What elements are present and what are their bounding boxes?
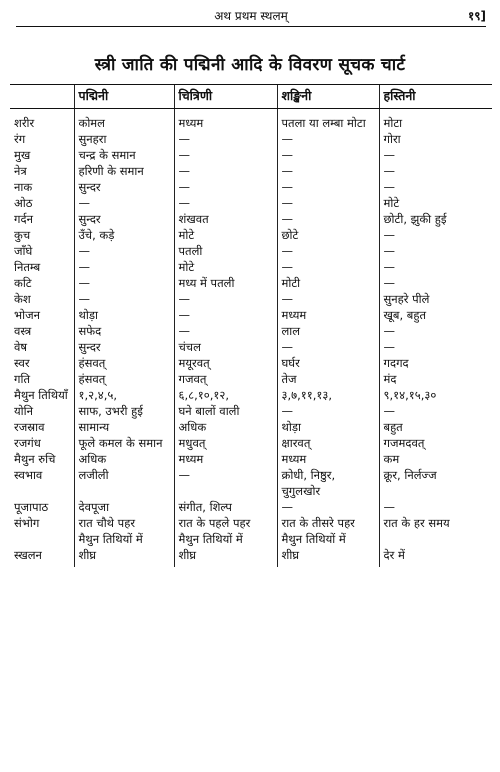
cell-shankhini: मध्यम (277, 451, 379, 467)
cell-shankhini: घर्घर (277, 355, 379, 371)
cell-padmini: सफेद (74, 323, 174, 339)
cell-padmini: हंसवत् (74, 371, 174, 387)
cell-chitrini: — (174, 195, 277, 211)
cell-padmini: सुन्दर (74, 179, 174, 195)
cell-hastini: — (379, 227, 492, 243)
cell-shankhini: — (277, 499, 379, 515)
table-row (10, 259, 492, 275)
cell-shankhini: क्षारवत् (277, 435, 379, 451)
cell-shankhini: तेज (277, 371, 379, 387)
table-row (10, 195, 492, 211)
cell-padmini: फूले कमल के समान (74, 435, 174, 451)
cell-shankhini: लाल (277, 323, 379, 339)
cell-padmini: — (74, 275, 174, 291)
cell-chitrini: — (174, 291, 277, 307)
cell-chitrini: मध्यम (174, 109, 277, 132)
row-label: नितम्ब (14, 260, 41, 274)
cell-chitrini: — (174, 131, 277, 147)
row-label: रजस्राव (14, 420, 45, 434)
row-label: स्वभाव (14, 468, 43, 482)
table-row (10, 243, 492, 259)
table-header-row (10, 85, 492, 109)
table-row (10, 131, 492, 147)
cell-padmini: सुन्दर (74, 339, 174, 355)
row-label: वस्त्र (14, 324, 32, 338)
table-row (10, 291, 492, 307)
cell-hastini: छोटी, झुकी हुई (379, 211, 492, 227)
row-label: कटि (14, 276, 32, 290)
cell-hastini: देर में (379, 547, 492, 567)
cell-padmini: मैथुन तिथियों में (74, 531, 174, 547)
cell-chitrini: मध्यम (174, 451, 277, 467)
cell-shankhini: — (277, 339, 379, 355)
cell-hastini: खूब, बहुत (379, 307, 492, 323)
row-label: रंग (14, 132, 26, 146)
cell-padmini: चन्द्र के समान (74, 147, 174, 163)
cell-chitrini: — (174, 147, 277, 163)
cell-shankhini: — (277, 195, 379, 211)
cell-chitrini: शंखवत (174, 211, 277, 227)
row-label: मैथुन तिथियाँ (14, 388, 68, 402)
cell-hastini: गोरा (379, 131, 492, 147)
cell-shankhini: — (277, 131, 379, 147)
cell-hastini: — (379, 147, 492, 163)
cell-hastini: कम (379, 451, 492, 467)
page-number: १९] (468, 9, 486, 23)
table-row (10, 355, 492, 371)
table-row (10, 371, 492, 387)
row-label: मुख (14, 148, 31, 162)
cell-padmini: सुनहरा (74, 131, 174, 147)
row-label (10, 531, 74, 547)
cell-hastini: ९,१४,१५,३० (379, 387, 492, 403)
cell-shankhini: — (277, 163, 379, 179)
cell-chitrini: — (174, 179, 277, 195)
cell-hastini: — (379, 499, 492, 515)
cell-hastini: — (379, 259, 492, 275)
cell-padmini: सुन्दर (74, 211, 174, 227)
cell-padmini: शीघ्र (74, 547, 174, 567)
cell-padmini: — (74, 291, 174, 307)
row-label: गर्दन (14, 212, 33, 226)
row-label: भोजन (14, 308, 40, 322)
table-row (10, 211, 492, 227)
row-label: नाक (14, 180, 33, 194)
cell-chitrini: पतली (174, 243, 277, 259)
table-row (10, 451, 492, 467)
cell-shankhini: — (277, 403, 379, 419)
cell-shankhini: पतला या लम्बा मोटा (277, 109, 379, 132)
table-row (10, 547, 492, 567)
cell-padmini: अधिक (74, 451, 174, 467)
cell-shankhini: — (277, 147, 379, 163)
cell-hastini: मोटा (379, 109, 492, 132)
table-row (10, 179, 492, 195)
page-header (16, 6, 486, 27)
table-row (10, 147, 492, 163)
cell-hastini: — (379, 275, 492, 291)
cell-shankhini: — (277, 291, 379, 307)
row-label: गति (14, 372, 31, 386)
row-label: रजगंध (14, 436, 41, 450)
row-label: कुच (14, 228, 31, 242)
cell-chitrini: संगीत, शिल्प (174, 499, 277, 515)
cell-chitrini: गजवत् (174, 371, 277, 387)
cell-shankhini: — (277, 179, 379, 195)
cell-shankhini: ३,७,११,१३, (277, 387, 379, 403)
cell-shankhini: — (277, 259, 379, 275)
table-row (10, 339, 492, 355)
cell-chitrini: ६,८,१०,१२, (174, 387, 277, 403)
cell-shankhini: शीघ्र (277, 547, 379, 567)
cell-chitrini: — (174, 323, 277, 339)
cell-hastini: — (379, 163, 492, 179)
cell-padmini: रात चौथे पहर (74, 515, 174, 531)
row-label: नेत्र (14, 164, 27, 178)
cell-hastini: — (379, 323, 492, 339)
cell-padmini: १,२,४,५, (74, 387, 174, 403)
cell-chitrini: अधिक (174, 419, 277, 435)
row-label: संभोग (14, 516, 40, 530)
row-label: स्वर (14, 356, 30, 370)
row-label: मैथुन रुचि (14, 452, 56, 466)
cell-hastini: गजमदवत् (379, 435, 492, 451)
table-row (10, 275, 492, 291)
row-label: ओठ (14, 196, 33, 210)
cell-padmini: थोड़ा (74, 307, 174, 323)
header-cell-padmini: पद्मिनी (74, 85, 174, 109)
header-cell-chitrini: चित्रिणी (174, 85, 277, 109)
cell-padmini: हंसवत् (74, 355, 174, 371)
cell-shankhini: मध्यम (277, 307, 379, 323)
table-row (10, 499, 492, 515)
chart-title: स्त्री जाति की पद्मिनी आदि के विवरण सूचक चार्ट (94, 55, 406, 75)
header-cell-shankhini: शङ्खिनी (277, 85, 379, 109)
cell-chitrini: — (174, 307, 277, 323)
cell-chitrini: मधुवत् (174, 435, 277, 451)
cell-chitrini: घने बालों वाली (174, 403, 277, 419)
cell-chitrini: मयूरवत् (174, 355, 277, 371)
cell-padmini: — (74, 195, 174, 211)
row-label: पूजापाठ (14, 500, 49, 514)
cell-padmini: सामान्य (74, 419, 174, 435)
row-label: शरीर (14, 116, 35, 130)
cell-shankhini: मैथुन तिथियों में (277, 531, 379, 547)
cell-hastini (379, 531, 492, 547)
cell-chitrini: — (174, 163, 277, 179)
running-title: अथ प्रथम स्थलम् (214, 9, 288, 23)
table-row (10, 163, 492, 179)
cell-chitrini: शीघ्र (174, 547, 277, 567)
cell-hastini: — (379, 403, 492, 419)
cell-shankhini: थोड़ा (277, 419, 379, 435)
cell-chitrini: चंचल (174, 339, 277, 355)
classification-table (10, 84, 492, 567)
cell-hastini: सुनहरे पीले (379, 291, 492, 307)
row-label: वेष (14, 340, 28, 354)
cell-hastini: मंद (379, 371, 492, 387)
cell-shankhini: मोटी (277, 275, 379, 291)
cell-hastini: गदगद (379, 355, 492, 371)
table-row (10, 403, 492, 419)
cell-shankhini: — (277, 211, 379, 227)
table-row (10, 467, 492, 499)
table-row (10, 515, 492, 531)
cell-hastini: मोटे (379, 195, 492, 211)
cell-hastini: — (379, 179, 492, 195)
table-row (10, 435, 492, 451)
cell-chitrini: मोटे (174, 259, 277, 275)
table-row (10, 109, 492, 132)
cell-chitrini: मध्य में पतली (174, 275, 277, 291)
cell-shankhini: — (277, 243, 379, 259)
cell-padmini: उँचे, कड़े (74, 227, 174, 243)
cell-padmini: देवपूजा (74, 499, 174, 515)
cell-chitrini: — (174, 467, 277, 499)
cell-padmini: — (74, 243, 174, 259)
cell-hastini: रात के हर समय (379, 515, 492, 531)
table-row (10, 307, 492, 323)
cell-padmini: लजीली (74, 467, 174, 499)
table-row (10, 387, 492, 403)
cell-hastini: बहुत (379, 419, 492, 435)
cell-hastini: — (379, 243, 492, 259)
header-cell-hastini: हस्तिनी (379, 85, 492, 109)
cell-chitrini: मैथुन तिथियों में (174, 531, 277, 547)
cell-shankhini: क्रोधी, निष्ठुर, चुगुलखोर (277, 467, 379, 499)
cell-chitrini: मोटे (174, 227, 277, 243)
table-row (10, 419, 492, 435)
table-row (10, 323, 492, 339)
table-row (10, 531, 492, 547)
cell-padmini: हरिणी के समान (74, 163, 174, 179)
header-cell-attribute (10, 85, 74, 109)
table-row (10, 227, 492, 243)
cell-hastini: क्रूर, निर्लज्ज (379, 467, 492, 499)
cell-shankhini: छोटे (277, 227, 379, 243)
cell-padmini: — (74, 259, 174, 275)
row-label: जाँघे (14, 244, 33, 258)
cell-hastini: — (379, 339, 492, 355)
row-label: योनि (14, 404, 34, 418)
row-label: स्खलन (14, 548, 42, 562)
cell-padmini: कोमल (74, 109, 174, 132)
table-body (10, 109, 492, 568)
cell-shankhini: रात के तीसरे पहर (277, 515, 379, 531)
row-label: केश (14, 292, 31, 306)
cell-chitrini: रात के पहले पहर (174, 515, 277, 531)
cell-padmini: साफ, उभरी हुई (74, 403, 174, 419)
